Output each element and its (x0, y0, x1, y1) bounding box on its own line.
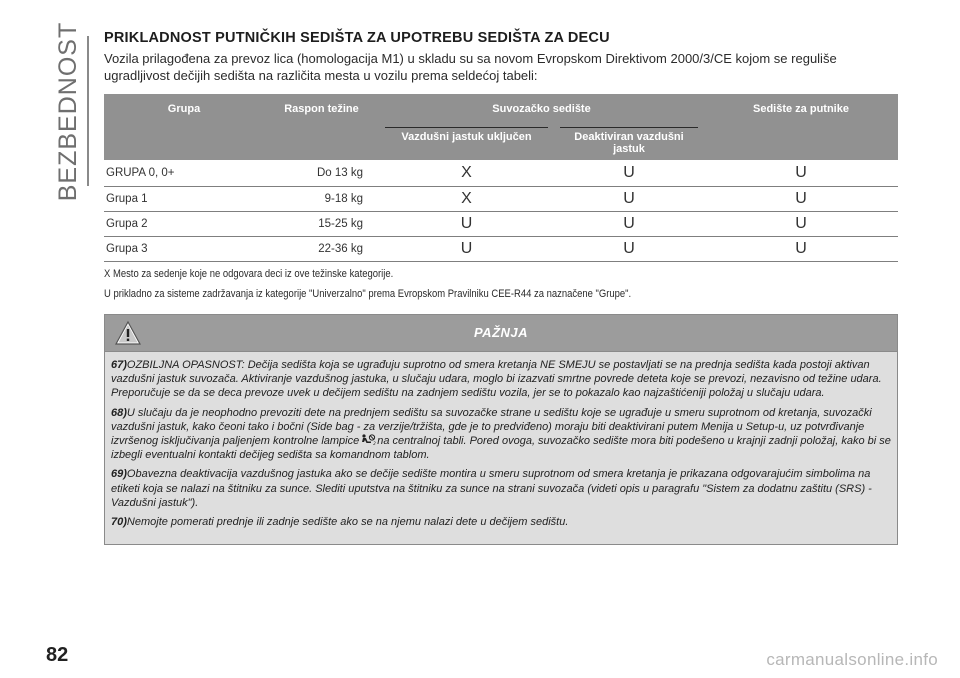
section-title: PRIKLADNOST PUTNIČKIH SEDIŠTA ZA UPOTREBU SEDIŠTA ZA DECU (104, 30, 610, 46)
cell-rear: U (704, 237, 898, 262)
table-note-u: U prikladno za sisteme zadržavanja iz kategorije "Univerzalno" prema Evropskom Pravilniku CEE-R44 za naznačene "Grupe". (104, 288, 632, 300)
warning-item-text: Obavezna deaktivacija vazdušnog jastuka ako se dečije sedište montira u smeru suprotnom od smera kretanja je prikazana odgovarajućim simbolima na etiketi koja se nalazi na štitniku za sunce. Slediti uputstva na štitniku za sunce na strani suvozača (videti opis u paragrafu "Sistem za dodatnu zaštitu (SRS) - Vazdušni jastuk"). (111, 468, 872, 509)
warning-item-number: 69) (111, 468, 127, 481)
header-airbag-on: Vazdušni jastuk uključen (379, 125, 554, 160)
cell-group: Grupa 3 (104, 237, 264, 262)
table-row (104, 212, 898, 237)
page-number: 82 (46, 644, 69, 666)
header-group: Grupa (104, 94, 264, 160)
cell-airbag-on: U (379, 237, 554, 262)
warning-body (105, 351, 897, 544)
table-note-x: X Mesto za sedenje koje ne odgovara deci iz ove težinske kategorije. (104, 268, 394, 280)
intro-paragraph: Vozila prilagođena za prevoz lica (homologacija M1) u skladu su sa novom Evropskom Direktivom 2000/3/CE kojom se reguliše ugradljivost dečijih sedišta na različita mesta u vozilu prema seldećoj tabeli: (104, 51, 837, 83)
cell-airbag-off: U (554, 237, 704, 262)
table-row (104, 237, 898, 262)
cell-weight: 15-25 kg (264, 212, 379, 237)
header-airbag-off: Deaktiviran vazdušni jastuk (554, 125, 704, 160)
cell-weight: Do 13 kg (264, 160, 379, 187)
table-row (104, 187, 898, 212)
warning-item (111, 406, 891, 463)
table-row (104, 160, 898, 187)
cell-airbag-on: X (379, 160, 554, 187)
warning-item-number: 68) (111, 406, 127, 419)
warning-item-number: 67) (111, 359, 127, 371)
cell-airbag-on: X (379, 187, 554, 212)
cell-rear: U (704, 160, 898, 187)
page-content (104, 30, 898, 545)
warning-item (111, 358, 891, 401)
cell-rear: U (704, 187, 898, 212)
warning-item-text: U slučaju da je neophodno prevoziti dete na prednjem sedištu sa suvozačke strane u sedištu koje se ugrađuje u smeru suprotnom od kretanja, suvozački vazdušni jastuk, kako čeoni tako i bočni (Side bag - za verzije/tržišta, gde je to predviđeno) moraju biti deaktivirani putem Menija u Setup-u, uz potvrđivanje izvršenog isključivanja paljenjem kontrolne lampice (111, 406, 872, 448)
cell-airbag-on: U (379, 212, 554, 237)
cell-group: Grupa 2 (104, 212, 264, 237)
cell-airbag-off: U (554, 187, 704, 212)
warning-box (104, 314, 898, 545)
warning-triangle-icon (115, 320, 141, 346)
header-passenger-seat: Suvozačko sedište (379, 94, 704, 125)
svg-text:2: 2 (373, 440, 376, 446)
warning-item-text: OZBILJNA OPASNOST: Dečija sedišta koja se ugrađuju suprotno od smera kretanja NE SMEJU se postavljati se na prednja sedišta kada postoji aktivan vazdušni jastuk suvozača. Aktiviranje vazdušnog jastuka, u slučaju udara, moglo bi izazvati smrtne povrede deteta koje se prevozi, nezavisno od težine udara. Preporučuje se da se deca prevoze uvek u dečijem sedištu na zadnjem sedištu vozila, jer se to pokazalo kao najzaštićeniji položaj u slučaju udara. (111, 359, 882, 400)
cell-weight: 22-36 kg (264, 237, 379, 262)
header-rear-seat: Sedište za putnike (704, 94, 898, 160)
warning-title: PAŽNJA (473, 325, 529, 340)
section-side-label-text: BEZBEDNOST (54, 21, 83, 201)
cell-weight: 9-18 kg (264, 187, 379, 212)
cell-group: Grupa 1 (104, 187, 264, 212)
side-divider (87, 36, 89, 186)
child-seat-table (104, 94, 898, 262)
warning-item-number: 70) (111, 516, 127, 529)
cell-airbag-off: U (554, 212, 704, 237)
warning-item-text: Nemojte pomerati prednje ili zadnje sedište ako se na njemu nalazi dete u dečijem sedištu. (126, 516, 569, 529)
warning-item-text-cont: na centralnoj tabli. Pored ovoga, suvozačko sedište mora biti podešeno u krajnji zadnji položaj, kako bi se izbegli eventualni kontakti dečijeg sedišta sa komandnom tablom. (111, 435, 891, 462)
header-weight: Raspon težine (264, 94, 379, 160)
cell-group: GRUPA 0, 0+ (104, 160, 264, 187)
warning-item (111, 515, 891, 529)
warning-item (111, 467, 891, 510)
watermark: carmanualsonline.info (766, 650, 938, 669)
warning-header (105, 315, 897, 351)
section-side-label (54, 21, 84, 201)
airbag-off-lamp-icon (360, 434, 376, 445)
cell-airbag-off: U (554, 160, 704, 187)
cell-rear: U (704, 212, 898, 237)
